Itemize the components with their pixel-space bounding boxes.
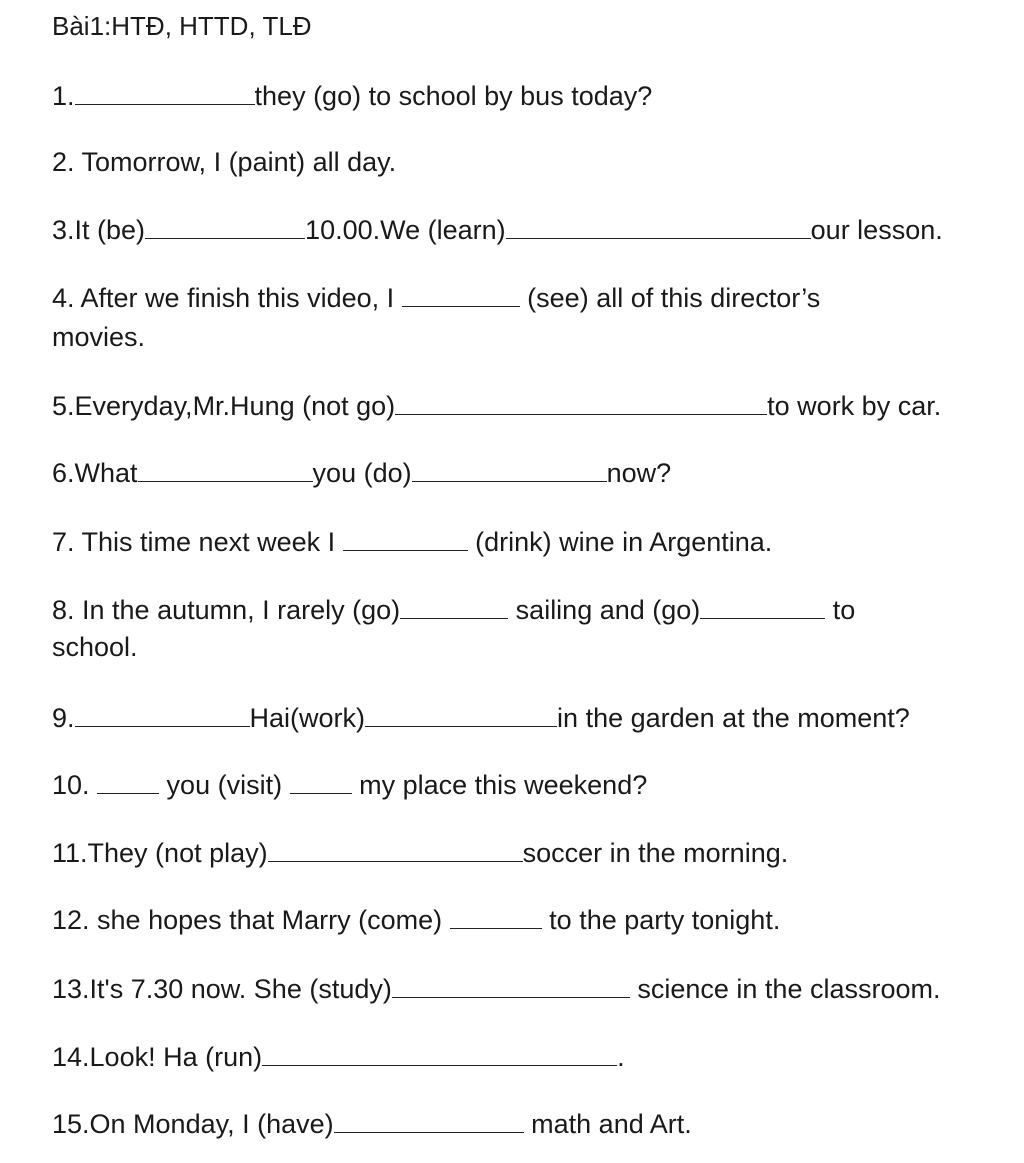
answer-blank[interactable]: [290, 767, 352, 794]
answer-blank[interactable]: [506, 212, 811, 239]
answer-blank[interactable]: [412, 455, 607, 482]
answer-blank[interactable]: [75, 700, 250, 727]
question-8: 8. In the autumn, I rarely (go) sailing and (go) to: [52, 592, 855, 627]
answer-blank[interactable]: [450, 902, 542, 929]
answer-blank[interactable]: [400, 592, 508, 619]
question-5: 5.Everyday,Mr.Hung (not go) to work by car.: [52, 388, 941, 423]
answer-blank[interactable]: [145, 212, 305, 239]
answer-blank[interactable]: [700, 592, 825, 619]
question-13: 13.It's 7.30 now. She (study) science in the classroom.: [52, 971, 941, 1006]
answer-blank[interactable]: [334, 1106, 524, 1133]
question-10: 10. you (visit) my place this weekend?: [52, 767, 647, 802]
question-4: 4. After we finish this video, I (see) all of this director’s: [52, 280, 820, 315]
answer-blank[interactable]: [262, 1039, 617, 1066]
question-1: 1. they (go) to school by bus today?: [52, 78, 652, 113]
answer-blank[interactable]: [343, 524, 468, 551]
answer-blank[interactable]: [392, 971, 630, 998]
question-14: 14.Look! Ha (run) .: [52, 1039, 625, 1074]
answer-blank[interactable]: [138, 455, 313, 482]
question-8-continued: school.: [52, 632, 138, 662]
answer-blank[interactable]: [365, 700, 557, 727]
question-3: 3.It (be) 10.00.We (learn) our lesson.: [52, 212, 943, 247]
answer-blank[interactable]: [395, 388, 767, 415]
question-7: 7. This time next week I (drink) wine in Argentina.: [52, 524, 772, 559]
question-6: 6.What you (do) now?: [52, 455, 671, 490]
answer-blank[interactable]: [402, 280, 520, 307]
question-12: 12. she hopes that Marry (come) to the party tonight.: [52, 902, 780, 937]
question-9: 9. Hai(work) in the garden at the moment?: [52, 700, 910, 735]
answer-blank[interactable]: [75, 78, 255, 105]
question-4-continued: movies.: [52, 322, 146, 352]
question-2: 2. Tomorrow, I (paint) all day.: [52, 147, 397, 177]
answer-blank[interactable]: [97, 767, 159, 794]
worksheet-title: Bài1:HTĐ, HTTD, TLĐ: [52, 11, 312, 41]
answer-blank[interactable]: [268, 835, 523, 862]
question-11: 11.They (not play) soccer in the morning.: [52, 835, 788, 870]
question-15: 15.On Monday, I (have) math and Art.: [52, 1106, 692, 1141]
